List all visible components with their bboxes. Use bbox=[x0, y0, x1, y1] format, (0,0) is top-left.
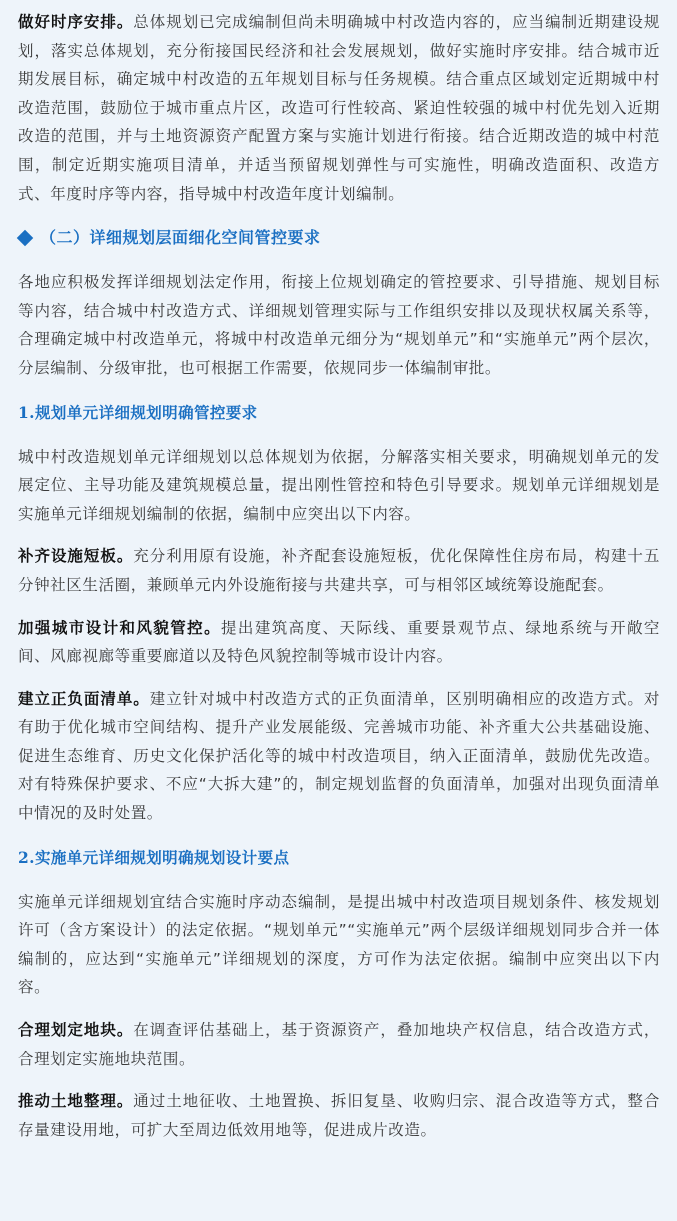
paragraph-text: 充分利用原有设施，补齐配套设施短板，优化保障性住房布局，构建十五分钟社区生活圈，兼顾单元内外设施衔接与共建共享，可与相邻区域统筹设施配套。 bbox=[18, 547, 660, 594]
paragraph-urban-design bbox=[18, 614, 660, 671]
paragraph-lead: 推动土地整理。 bbox=[18, 1092, 134, 1111]
paragraph-text: 在调查评估基础上，基于资源资产，叠加地块产权信息，结合改造方式，合理划定实施地块范围。 bbox=[18, 1021, 660, 1068]
paragraph-text: 通过土地征收、土地置换、拆旧复垦、收购归宗、混合改造等方式，整合存量建设用地，可扩大至周边低效用地等，促进成片改造。 bbox=[18, 1092, 660, 1139]
subsection-heading-planning-unit: 1.规划单元详细规划明确管控要求 bbox=[18, 402, 258, 422]
paragraph-text: 城中村改造规划单元详细规划以总体规划为依据，分解落实相关要求，明确规划单元的发展定位、主导功能及建筑规模总量，提出刚性管控和特色引导要求。规划单元详细规划是实施单元详细规划编制的依据，编制中应突出以下内容。 bbox=[18, 447, 660, 523]
paragraph-timing bbox=[18, 8, 660, 208]
paragraph-land-consolidation bbox=[18, 1087, 660, 1144]
paragraph-lead: 合理划定地块。 bbox=[18, 1021, 134, 1040]
paragraph-lead: 做好时序安排。 bbox=[18, 13, 134, 31]
paragraph-planning-unit bbox=[18, 443, 660, 529]
paragraph-text: 实施单元详细规划宜结合实施时序动态编制，是提出城中村改造项目规划条件、核发规划许可（含方案设计）的法定依据。“规划单元”“实施单元”两个层级详细规划同步合并一体编制的，应达到“实施单元”详细规划的深度，方可作为法定依据。编制中应突出以下内容。 bbox=[18, 892, 660, 997]
section-heading-text: （二）详细规划层面细化空间管控要求 bbox=[40, 228, 321, 248]
paragraph-text: 提出建筑高度、天际线、重要景观节点、绿地系统与开敞空间、风廊视廊等重要廊道以及特色风貌控制等城市设计内容。 bbox=[18, 618, 660, 666]
paragraph-plots bbox=[18, 1016, 660, 1073]
paragraph-facilities bbox=[18, 542, 660, 599]
paragraph-lists bbox=[18, 685, 660, 828]
paragraph-text: 建立针对城中村改造方式的正负面清单，区别明确相应的改造方式。对有助于优化城市空间结构、提升产业发展能级、完善城市功能、补齐重大公共基础设施、促进生态维育、历史文化保护活化等的城中村改造项目，纳入正面清单，鼓励优先改造。对有特殊保护要求、不应“大拆大建”的，制定规划监督的负面清单，加强对出现负面清单中情况的及时处置。 bbox=[18, 689, 660, 823]
paragraph-lead: 补齐设施短板。 bbox=[18, 547, 134, 566]
paragraph-detailed-planning bbox=[18, 268, 660, 382]
diamond-cluster-icon bbox=[18, 231, 32, 245]
paragraph-lead: 建立正负面清单。 bbox=[18, 689, 150, 708]
subsection-heading-implementation-unit: 2.实施单元详细规划明确规划设计要点 bbox=[18, 847, 290, 867]
section-heading bbox=[18, 224, 660, 252]
paragraph-text: 总体规划已完成编制但尚未明确城中村改造内容的，应当编制近期建设规划，落实总体规划，充分衔接国民经济和社会发展规划，做好实施时序安排。结合城市近期发展目标，确定城中村改造的五年规划目标与任务规模。结合重点区域划定近期城中村改造范围，鼓励位于城市重点片区，改造可行性较高、紧迫性较强的城中村优先划入近期改造的范围，并与土地资源资产配置方案与实施计划进行衔接。结合近期改造的城中村范围，制定近期实施项目清单，并适当预留规划弹性与可实施性，明确改造面积、改造方式、年度时序等内容，指导城中村改造年度计划编制。 bbox=[18, 13, 660, 203]
paragraph-implementation-unit bbox=[18, 888, 660, 1002]
paragraph-text: 各地应积极发挥详细规划法定作用，衔接上位规划确定的管控要求、引导措施、规划目标等内容，结合城中村改造方式、详细规划管理实际与工作组织安排以及现状权属关系等，合理确定城中村改造单元，将城中村改造单元细分为“规划单元”和“实施单元”两个层次，分层编制、分级审批，也可根据工作需要，依规同步一体编制审批。 bbox=[18, 273, 660, 377]
paragraph-lead: 加强城市设计和风貌管控。 bbox=[18, 618, 221, 637]
